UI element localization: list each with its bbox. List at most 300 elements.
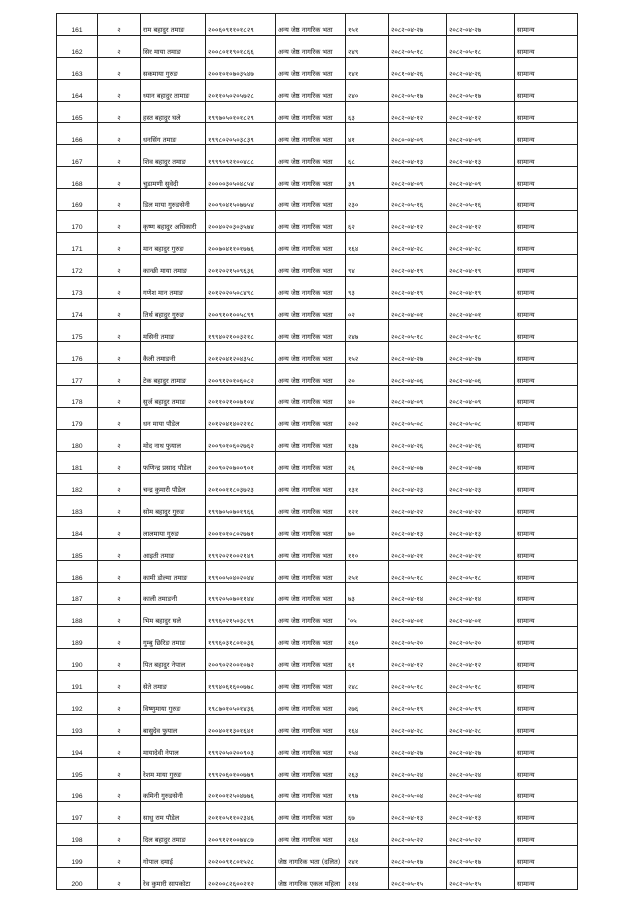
end-date-cell: २०८२-०४-०९ [447,123,515,145]
start-date-cell: २०८२-०५-०८ [389,408,447,430]
table-row [57,167,578,189]
start-date-cell: २०८२-०५-०४ [389,780,447,802]
allowance-type-cell: अन्य जेष्ठ नागरिक भता [276,276,346,298]
end-date-cell: २०८२-०५-१५ [447,867,515,889]
end-date-cell: २०८२-०४-१३ [447,517,515,539]
beneficiary-name-cell: चन्द्र कुमारी पौडेल [141,473,206,495]
record-number-cell: २४९ [346,35,389,57]
start-date-cell: २०८२-०५-२२ [389,823,447,845]
status-cell: सामान्य [515,736,578,758]
serial-number-cell: 167 [57,145,98,167]
end-date-cell: २०८२-०४-१९ [447,276,515,298]
end-date-cell: २०८२-०४-२७ [447,14,515,36]
allowance-type-cell: अन्य जेष्ठ नागरिक भता [276,714,346,736]
ward-number-cell: २ [98,626,141,648]
end-date-cell: २०८२-०४-०७ [447,451,515,473]
start-date-cell: २०८२-०४-२८ [389,232,447,254]
start-date-cell: २०८२-०४-१९ [389,254,447,276]
ward-number-cell: २ [98,451,141,473]
beneficiary-name-cell: सोम बहादुर गुरुङ [141,495,206,517]
start-date-cell: २०८२-०४-०७ [389,451,447,473]
end-date-cell: २०८२-०५-१८ [447,670,515,692]
start-date-cell: २०८२-०४-०९ [389,386,447,408]
ward-number-cell: २ [98,758,141,780]
record-number-cell: १५४ [346,736,389,758]
allowance-type-cell: जेष्ठ नागरिक भता (दलित) [276,845,346,867]
ward-number-cell: २ [98,802,141,824]
end-date-cell: २०८२-०४-०१ [447,605,515,627]
record-number-cell: ७३ [346,583,389,605]
beneficiary-name-cell: कान्छी माया तमाङ [141,254,206,276]
start-date-cell: २०८२-०४-२८ [389,714,447,736]
allowance-type-cell: अन्य जेष्ठ नागरिक भता [276,539,346,561]
record-number-cell: ९३ [346,276,389,298]
allowance-type-cell: अन्य जेष्ठ नागरिक भता [276,429,346,451]
ward-number-cell: २ [98,867,141,889]
start-date-cell: २०८२-०४-१२ [389,648,447,670]
record-number-cell: १३१ [346,473,389,495]
record-number-cell: २६३ [346,758,389,780]
beneficiary-id-cell: १९९२०५०२००९०३ [206,736,276,758]
beneficiary-name-cell: शिव बहादुर तमाङ [141,145,206,167]
ward-number-cell: २ [98,692,141,714]
serial-number-cell: 179 [57,408,98,430]
beneficiary-id-cell: २०२००८२६००२१२ [206,867,276,889]
status-cell: सामान्य [515,867,578,889]
end-date-cell: २०८२-०५-१६ [447,189,515,211]
beneficiary-name-cell: कृष्ण बहादुर अधिकारी [141,211,206,233]
record-number-cell: २६० [346,626,389,648]
beneficiary-name-cell: कामी डोल्मा तमाङ [141,561,206,583]
table-row [57,539,578,561]
status-cell: सामान्य [515,123,578,145]
allowance-type-cell: अन्य जेष्ठ नागरिक भता [276,583,346,605]
record-number-cell: २५१ [346,561,389,583]
table-row [57,802,578,824]
ward-number-cell: २ [98,648,141,670]
start-date-cell: २०८२-०५-१८ [389,670,447,692]
allowance-type-cell: अन्य जेष्ठ नागरिक भता [276,35,346,57]
record-number-cell: ७० [346,517,389,539]
allowance-type-cell: अन्य जेष्ठ नागरिक भता [276,254,346,276]
beneficiary-id-cell: २००९०२२००१०७२ [206,648,276,670]
status-cell: सामान्य [515,845,578,867]
record-number-cell: ९४ [346,254,389,276]
beneficiary-id-cell: १९९४०६१६००७७८ [206,670,276,692]
table-row [57,670,578,692]
serial-number-cell: 191 [57,670,98,692]
beneficiary-id-cell: २०१२०२१५०९६३६ [206,254,276,276]
table-row [57,298,578,320]
status-cell: सामान्य [515,583,578,605]
beneficiary-name-cell: सेते तमाङ [141,670,206,692]
status-cell: सामान्य [515,189,578,211]
end-date-cell: २०८२-०४-२७ [447,736,515,758]
beneficiary-name-cell: डिल माया गुरुङसेनी [141,189,206,211]
start-date-cell: २०८२-०५-२४ [389,758,447,780]
status-cell: सामान्य [515,57,578,79]
end-date-cell: २०८२-०४-२३ [447,473,515,495]
status-cell: सामान्य [515,714,578,736]
ward-number-cell: २ [98,57,141,79]
table-row [57,342,578,364]
ward-number-cell: २ [98,539,141,561]
serial-number-cell: 162 [57,35,98,57]
end-date-cell: २०८२-०४-१९ [447,254,515,276]
record-number-cell: २६४ [346,823,389,845]
ward-number-cell: २ [98,823,141,845]
record-number-cell: २६ [346,451,389,473]
end-date-cell: २०८२-०५-१७ [447,79,515,101]
end-date-cell: २०८२-०५-२० [447,626,515,648]
ward-number-cell: २ [98,429,141,451]
table-row [57,692,578,714]
start-date-cell: २०८०-०४-०९ [389,123,447,145]
ward-number-cell: २ [98,364,141,386]
end-date-cell: २०८२-०५-१८ [447,561,515,583]
table-row [57,254,578,276]
record-number-cell: ६२ [346,211,389,233]
beneficiary-id-cell: १९९००५०४०२०४४ [206,561,276,583]
record-number-cell: १४१ [346,57,389,79]
ward-number-cell: २ [98,605,141,627]
beneficiary-id-cell: १९९२०५०७०११४४ [206,583,276,605]
record-number-cell: ६१ [346,648,389,670]
beneficiary-id-cell: १९९६०३१८०१०३६ [206,626,276,648]
record-number-cell: २७६ [346,692,389,714]
table-row [57,495,578,517]
serial-number-cell: 166 [57,123,98,145]
start-date-cell: २०८२-०४-१२ [389,211,447,233]
end-date-cell: २०८२-०५-२२ [447,823,515,845]
beneficiary-name-cell: मान बहादुर गुरुङ [141,232,206,254]
beneficiary-id-cell: २००९०४१५०७७५४ [206,189,276,211]
status-cell: सामान्य [515,364,578,386]
status-cell: सामान्य [515,232,578,254]
start-date-cell: २०८२-०४-१३ [389,517,447,539]
end-date-cell: २०८२-०४-२२ [447,495,515,517]
beneficiary-id-cell: २०२००९१८०१५२८ [206,845,276,867]
serial-number-cell: 197 [57,802,98,824]
ward-number-cell: २ [98,189,141,211]
end-date-cell: २०८२-०५-१९ [447,692,515,714]
beneficiary-id-cell: २००६०९११०१८२९ [206,14,276,36]
beneficiary-name-cell: सुर्ज बहादुर तमाङ [141,386,206,408]
beneficiary-id-cell: २००००३०५०४८५४ [206,167,276,189]
beneficiary-name-cell: रेव कुमारी सापकोटा [141,867,206,889]
table-row [57,211,578,233]
beneficiary-name-cell: मसिनी तमाङ [141,320,206,342]
end-date-cell: २०८२-०४-२१ [447,539,515,561]
start-date-cell: २०८२-०५-१८ [389,561,447,583]
beneficiary-name-cell: ध्यान बहादुर तामाङ [141,79,206,101]
ward-number-cell: २ [98,232,141,254]
record-number-cell: ६७ [346,802,389,824]
beneficiary-name-cell: दिल बहादुर तमाङ [141,823,206,845]
serial-number-cell: 199 [57,845,98,867]
beneficiary-name-cell: काली तमाङनी [141,583,206,605]
allowance-type-cell: अन्य जेष्ठ नागरिक भता [276,802,346,824]
end-date-cell: २०८२-०४-२६ [447,429,515,451]
beneficiary-name-cell: गुम्बु छिरिङ तमाङ [141,626,206,648]
allowance-type-cell: अन्य जेष्ठ नागरिक भता [276,101,346,123]
status-cell: सामान्य [515,320,578,342]
record-number-cell: २४० [346,79,389,101]
serial-number-cell: 165 [57,101,98,123]
end-date-cell: २०८२-०४-०९ [447,386,515,408]
start-date-cell: २०८२-०५-१९ [389,692,447,714]
status-cell: सामान्य [515,211,578,233]
serial-number-cell: 198 [57,823,98,845]
status-cell: सामान्य [515,495,578,517]
table-row [57,101,578,123]
table-row [57,561,578,583]
status-cell: सामान्य [515,167,578,189]
allowance-type-cell: अन्य जेष्ठ नागरिक भता [276,298,346,320]
end-date-cell: २०८२-०४-१४ [447,583,515,605]
record-number-cell: १५१ [346,14,389,36]
table-row [57,79,578,101]
beneficiary-id-cell: २००९१२१००७४८७ [206,823,276,845]
table-row [57,823,578,845]
table-row [57,386,578,408]
allowance-type-cell: अन्य जेष्ठ नागरिक भता [276,605,346,627]
record-number-cell: २४१ [346,845,389,867]
status-cell: सामान्य [515,101,578,123]
beneficiary-name-cell: टेक बहादुर तामाङ [141,364,206,386]
status-cell: सामान्य [515,692,578,714]
table-row [57,232,578,254]
allowance-type-cell: अन्य जेष्ठ नागरिक भता [276,167,346,189]
table-row [57,320,578,342]
beneficiary-name-cell: कैली तमाङनी [141,342,206,364]
ward-number-cell: २ [98,517,141,539]
end-date-cell: २०८२-०५-१८ [447,320,515,342]
ward-number-cell: २ [98,211,141,233]
ward-number-cell: २ [98,473,141,495]
ward-number-cell: २ [98,298,141,320]
serial-number-cell: 189 [57,626,98,648]
serial-number-cell: 187 [57,583,98,605]
ward-number-cell: २ [98,408,141,430]
beneficiary-id-cell: २००९०२०७००९०१ [206,451,276,473]
table-row [57,364,578,386]
status-cell: सामान्य [515,408,578,430]
allowance-type-cell: अन्य जेष्ठ नागरिक भता [276,123,346,145]
start-date-cell: २०८२-०४-१९ [389,276,447,298]
beneficiary-id-cell: २०१२०४१४०२२१८ [206,408,276,430]
table-row [57,758,578,780]
end-date-cell: २०८२-०४-२७ [447,342,515,364]
table-row [57,429,578,451]
allowance-type-cell: अन्य जेष्ठ नागरिक भता [276,451,346,473]
ward-number-cell: २ [98,386,141,408]
serial-number-cell: 181 [57,451,98,473]
end-date-cell: २०८२-०५-०८ [447,408,515,430]
table-row [57,780,578,802]
beneficiary-id-cell: २०१००११८०३७२३ [206,473,276,495]
status-cell: सामान्य [515,429,578,451]
beneficiary-name-cell: लालमाया गुरुङ [141,517,206,539]
beneficiary-id-cell: २०१२०४१२०४३५८ [206,342,276,364]
start-date-cell: २०८२-०५-१६ [389,189,447,211]
beneficiary-id-cell: २००९१०१००५८९९ [206,298,276,320]
beneficiary-name-cell: भिम बहादुर घले [141,605,206,627]
start-date-cell: २०८२-०५-१७ [389,79,447,101]
serial-number-cell: 186 [57,561,98,583]
serial-number-cell: 170 [57,211,98,233]
table-row [57,276,578,298]
record-number-cell: २४७ [346,320,389,342]
ward-number-cell: २ [98,495,141,517]
allowance-type-cell: अन्य जेष्ठ नागरिक भता [276,14,346,36]
start-date-cell: २०८२-०४-२३ [389,473,447,495]
allowance-type-cell: अन्य जेष्ठ नागरिक भता [276,232,346,254]
record-number-cell: १९७ [346,780,389,802]
beneficiary-id-cell: २००१०१०७०३५४७ [206,57,276,79]
serial-number-cell: 183 [57,495,98,517]
ward-number-cell: २ [98,35,141,57]
ward-number-cell: २ [98,167,141,189]
start-date-cell: २०८२-०४-१४ [389,583,447,605]
start-date-cell: २०८१-०४-२६ [389,57,447,79]
beneficiary-name-cell: गोपाल दमाई [141,845,206,867]
end-date-cell: २०८२-०५-२४ [447,758,515,780]
table-row [57,123,578,145]
beneficiary-name-cell: साधु राम पौडेल [141,802,206,824]
status-cell: सामान्य [515,802,578,824]
record-number-cell: ११० [346,539,389,561]
record-number-cell: २३० [346,189,389,211]
beneficiary-id-cell: २००७०४११०१७७६ [206,232,276,254]
ward-number-cell: २ [98,79,141,101]
end-date-cell: २०८२-०४-१२ [447,101,515,123]
serial-number-cell: 174 [57,298,98,320]
table-row [57,189,578,211]
allowance-type-cell: अन्य जेष्ठ नागरिक भता [276,342,346,364]
serial-number-cell: 173 [57,276,98,298]
table-row [57,736,578,758]
end-date-cell: २०८२-०५-१७ [447,845,515,867]
start-date-cell: २०८२-०४-०१ [389,605,447,627]
start-date-cell: २०८२-०४-१३ [389,802,447,824]
table-row [57,626,578,648]
serial-number-cell: 172 [57,254,98,276]
table-row [57,867,578,889]
ward-number-cell: २ [98,714,141,736]
record-number-cell: ४० [346,386,389,408]
allowance-type-cell: अन्य जेष्ठ नागरिक भता [276,211,346,233]
serial-number-cell: 169 [57,189,98,211]
table-row [57,605,578,627]
beneficiary-name-cell: आइती तमाङ [141,539,206,561]
ward-number-cell: २ [98,342,141,364]
end-date-cell: २०८२-०४-२६ [447,57,515,79]
end-date-cell: २०८२-०४-१३ [447,802,515,824]
record-number-cell: ६३ [346,101,389,123]
ward-number-cell: २ [98,845,141,867]
end-date-cell: २०८२-०४-०६ [447,364,515,386]
end-date-cell: २०८२-०४-०१ [447,298,515,320]
record-number-cell: २४८ [346,670,389,692]
allowance-type-cell: अन्य जेष्ठ नागरिक भता [276,758,346,780]
start-date-cell: २०८२-०४-२७ [389,736,447,758]
record-number-cell: ३९ [346,167,389,189]
serial-number-cell: 190 [57,648,98,670]
ward-number-cell: २ [98,736,141,758]
table-row [57,57,578,79]
table-row [57,845,578,867]
serial-number-cell: 195 [57,758,98,780]
start-date-cell: २०८२-०४-२१ [389,539,447,561]
serial-number-cell: 178 [57,386,98,408]
table-row [57,583,578,605]
record-number-cell: २१४ [346,867,389,889]
beneficiary-id-cell: १९९९०९२१००४८८ [206,145,276,167]
serial-number-cell: 200 [57,867,98,889]
allowance-type-cell: अन्य जेष्ठ नागरिक भता [276,670,346,692]
start-date-cell: २०८२-०४-२७ [389,342,447,364]
beneficiary-name-cell: सिर माया तमाङ [141,35,206,57]
beneficiary-id-cell: २०११०२१००७१०४ [206,386,276,408]
serial-number-cell: 196 [57,780,98,802]
table-row [57,517,578,539]
status-cell: सामान्य [515,670,578,692]
allowance-type-cell: अन्य जेष्ठ नागरिक भता [276,320,346,342]
start-date-cell: २०८२-०४-०१ [389,298,447,320]
ward-number-cell: २ [98,670,141,692]
allowance-type-cell: अन्य जेष्ठ नागरिक भता [276,648,346,670]
beneficiary-name-cell: विष्णुमाया गुरुङ [141,692,206,714]
ward-number-cell: २ [98,780,141,802]
beneficiary-id-cell: १९९२०२१००२१४९ [206,539,276,561]
end-date-cell: २०८२-०५-०४ [447,780,515,802]
table-row [57,14,578,36]
ward-number-cell: २ [98,14,141,36]
start-date-cell: २०८२-०५-१८ [389,320,447,342]
beneficiary-id-cell: २००४०११३०१६४१ [206,714,276,736]
allowance-type-cell: अन्य जेष्ठ नागरिक भता [276,823,346,845]
record-number-cell: १२१ [346,495,389,517]
status-cell: सामान्य [515,539,578,561]
allowance-type-cell: अन्य जेष्ठ नागरिक भता [276,145,346,167]
serial-number-cell: 176 [57,342,98,364]
status-cell: सामान्य [515,780,578,802]
allowance-type-cell: अन्य जेष्ठ नागरिक भता [276,517,346,539]
allowance-type-cell: अन्य जेष्ठ नागरिक भता [276,692,346,714]
ward-number-cell: २ [98,101,141,123]
end-date-cell: २०८२-०४-०९ [447,167,515,189]
ward-number-cell: २ [98,583,141,605]
record-number-cell: ६८ [346,145,389,167]
status-cell: सामान्य [515,758,578,780]
allowance-type-cell: अन्य जेष्ठ नागरिक भता [276,473,346,495]
status-cell: सामान्य [515,298,578,320]
start-date-cell: २०८२-०४-१३ [389,145,447,167]
status-cell: सामान्य [515,451,578,473]
beneficiary-id-cell: १९९७०५०७०१९६६ [206,495,276,517]
beneficiary-name-cell: गणेश मान तमाङ [141,276,206,298]
allowance-type-cell: अन्य जेष्ठ नागरिक भता [276,79,346,101]
allowance-type-cell: अन्य जेष्ठ नागरिक भता [276,189,346,211]
serial-number-cell: 182 [57,473,98,495]
table-row [57,648,578,670]
beneficiary-id-cell: १९९२०६०१००७७९ [206,758,276,780]
serial-number-cell: 168 [57,167,98,189]
beneficiary-name-cell: धनसिंग तमाङ [141,123,206,145]
start-date-cell: २०८२-०४-२६ [389,429,447,451]
table-row [57,408,578,430]
